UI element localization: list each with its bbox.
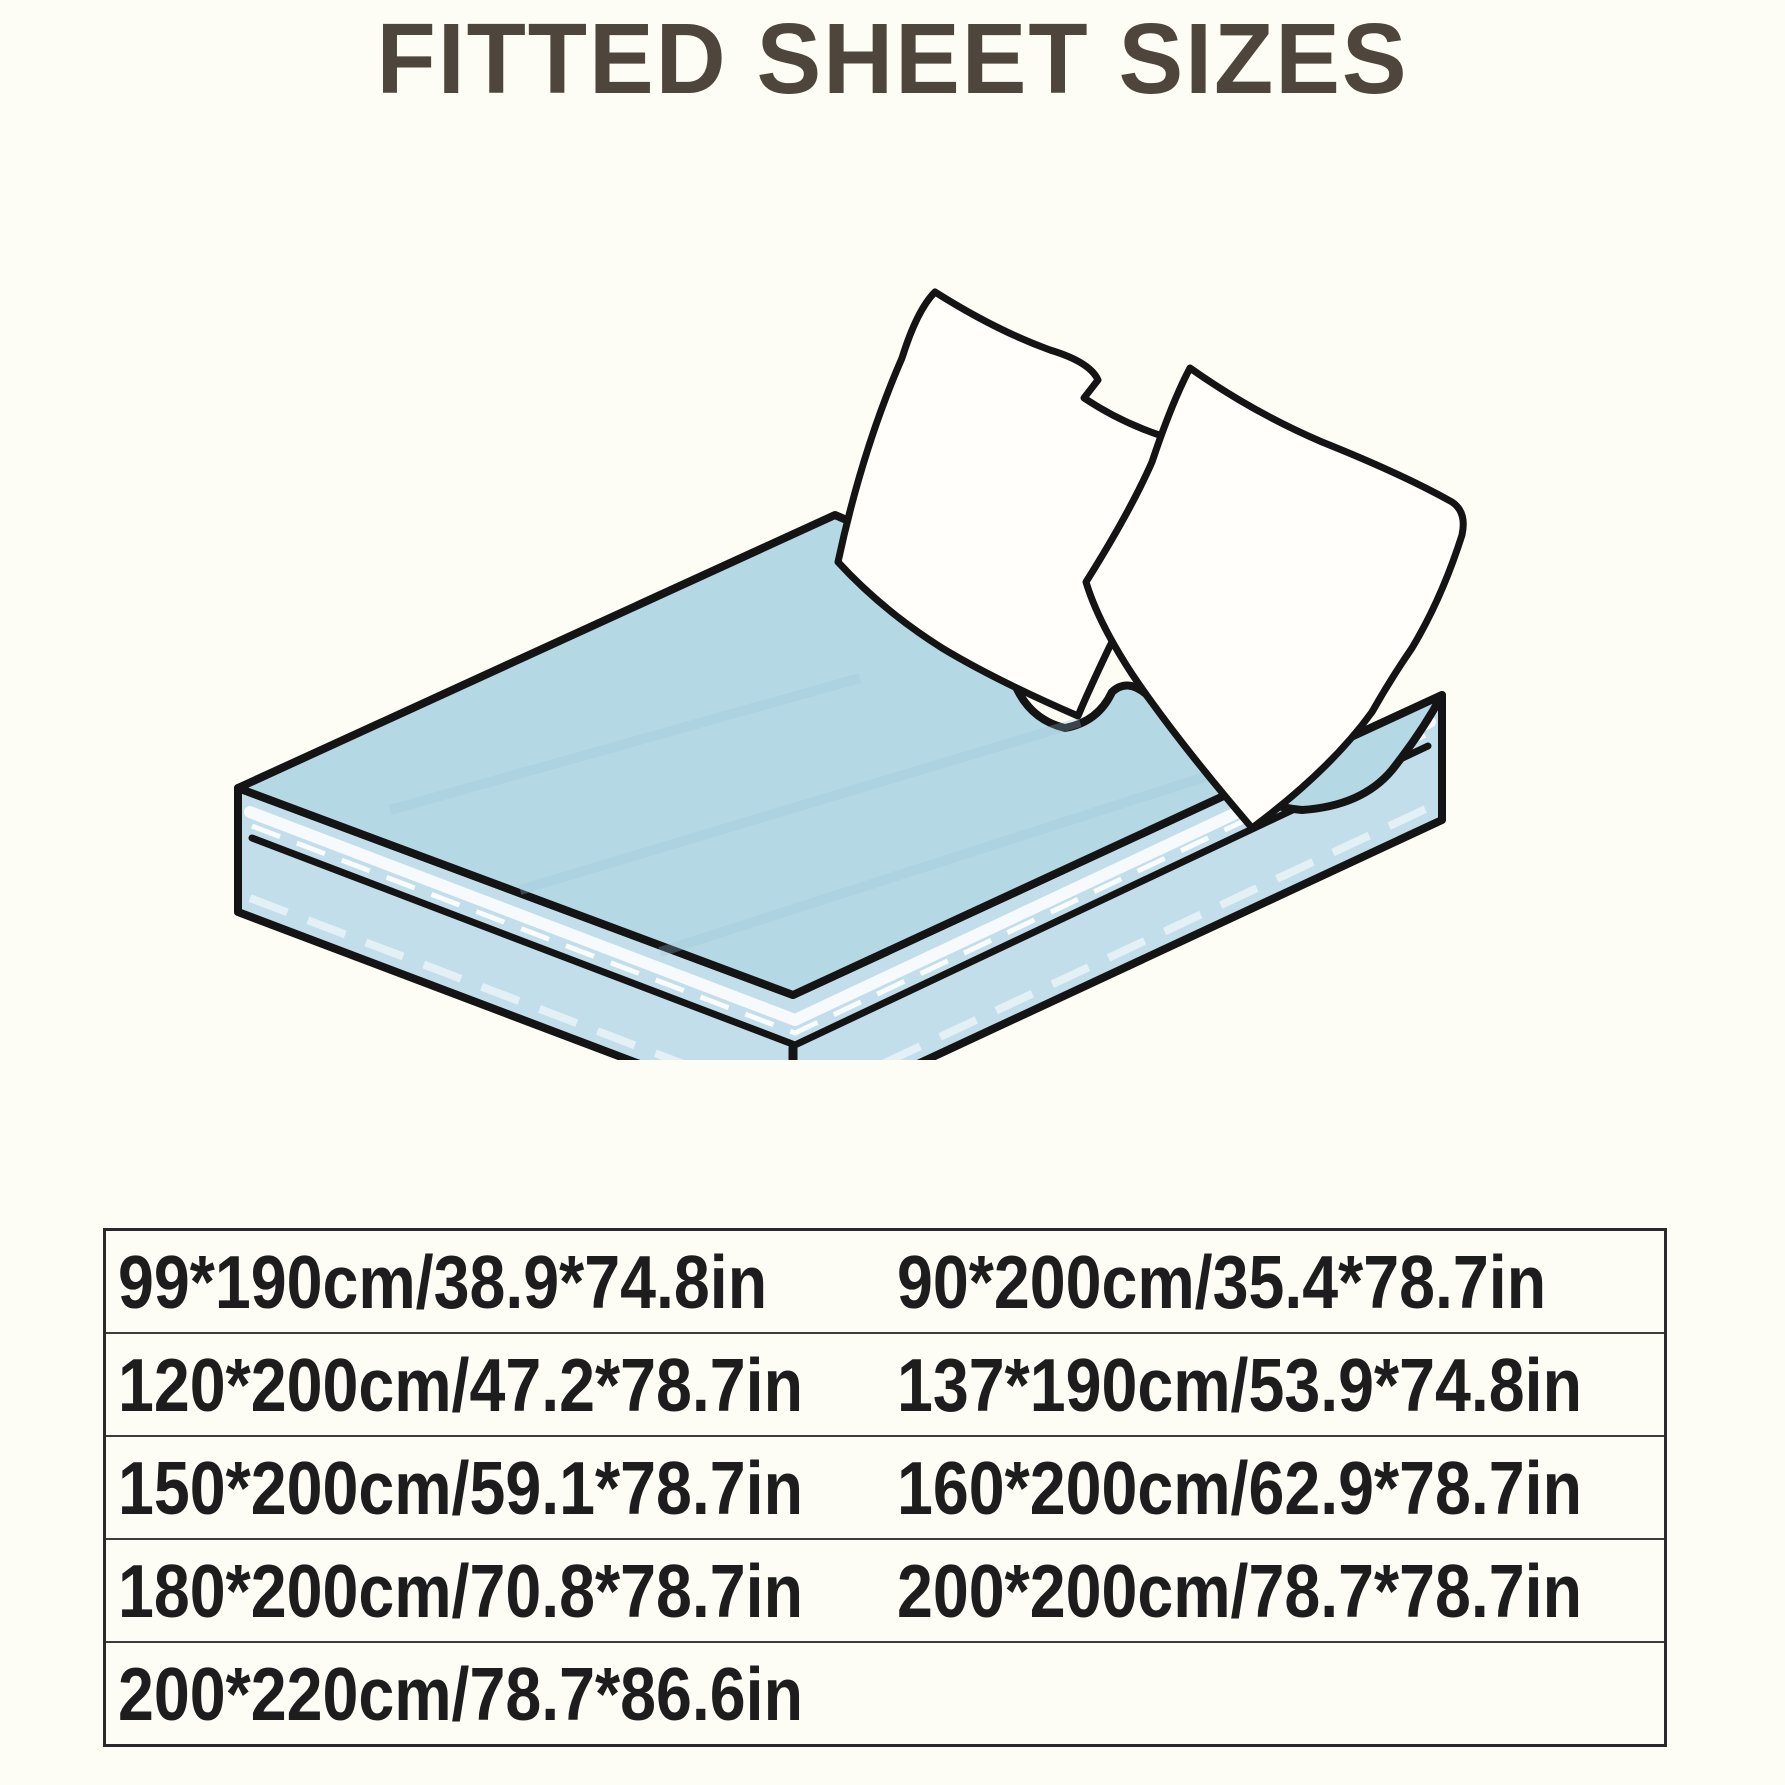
size-text: 99*190cm/38.9*74.8in: [118, 1239, 768, 1324]
size-cell: [105, 1333, 886, 1436]
size-table-body: [105, 1230, 1666, 1746]
table-row: [105, 1642, 1666, 1746]
size-text: 120*200cm/47.2*78.7in: [118, 1342, 803, 1427]
size-cell: [105, 1230, 886, 1334]
size-cell: [105, 1436, 886, 1539]
size-cell: [885, 1333, 1666, 1436]
size-cell: [885, 1230, 1666, 1334]
bed-illustration: [90, 250, 1490, 1060]
size-text: 160*200cm/62.9*78.7in: [897, 1445, 1582, 1530]
size-cell: [885, 1436, 1666, 1539]
size-table: [103, 1228, 1667, 1747]
size-cell: [105, 1539, 886, 1642]
size-text: 180*200cm/70.8*78.7in: [118, 1548, 803, 1633]
size-text: 200*200cm/78.7*78.7in: [897, 1548, 1582, 1633]
size-text: 137*190cm/53.9*74.8in: [897, 1342, 1582, 1427]
size-text: 200*220cm/78.7*86.6in: [118, 1651, 803, 1736]
size-text: 90*200cm/35.4*78.7in: [897, 1239, 1547, 1324]
size-cell: [105, 1642, 1666, 1746]
size-text: 150*200cm/59.1*78.7in: [118, 1445, 803, 1530]
table-row: [105, 1436, 1666, 1539]
table-row: [105, 1333, 1666, 1436]
page-title: FITTED SHEET SIZES: [376, 3, 1409, 115]
table-row: [105, 1539, 1666, 1642]
table-row: [105, 1230, 1666, 1334]
size-cell: [885, 1539, 1666, 1642]
